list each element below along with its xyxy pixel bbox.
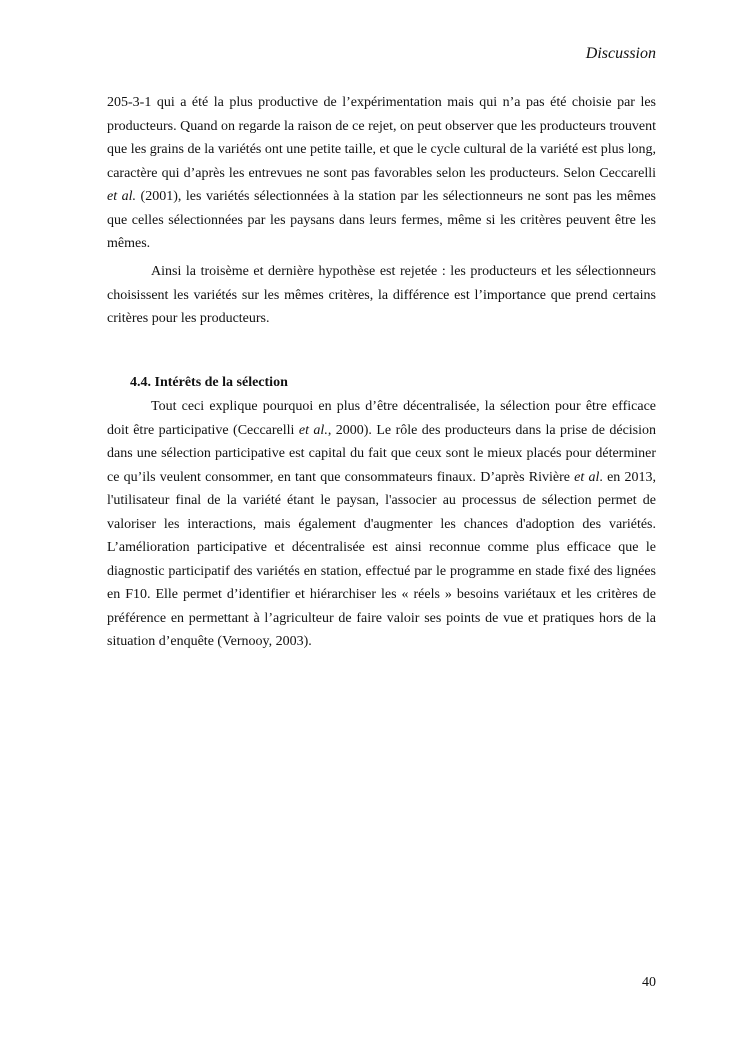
- paragraph-selection-interests: [107, 395, 656, 654]
- paragraph-rejection-reasons: [107, 91, 656, 256]
- text-segment: . en 2013, l'utilisateur final de la variété étant le paysan, l'associer au processus de sélection permet de valoriser les interactions, mais également d'augmenter les chances d'adoption des variétés. L’amélioration participative et décentralisée est ainsi reconnue comme plus efficace que le diagnostic participatif des variétés en station, effectué par le programme en stade fixé des lignées en F10. Elle permet d’identifier et hiérarchiser les « réels » besoins variétaux et les critères de préférence en permettant à l’agriculteur de faire valoir ses points de vue et pratiques hors de la situation d’enquête (Vernooy, 2003).: [107, 469, 656, 649]
- text-segment: 205-3-1 qui a été la plus productive de l’expérimentation mais qui n’a pas été choisie par les producteurs. Quand on regarde la raison de ce rejet, on peut observer que les producteurs trouvent que les grains de la variétés ont une petite taille, et que le cycle cultural de la variété est plus long, caractère qui d’après les entrevues ne sont pas favorables selon les producteurs. Selon Ceccarelli: [107, 95, 656, 181]
- text-segment: Tout ceci explique pourquoi en plus d’être décentralisée, la sélection pour être efficace doit être participative (Ceccarelli: [107, 399, 656, 438]
- italic-citation: et al.: [298, 422, 328, 438]
- running-header: Discussion: [585, 45, 656, 62]
- paragraph-hypothesis-conclusion: [107, 260, 656, 331]
- paragraph-text: [107, 395, 656, 654]
- text-segment: (2001), les variétés sélectionnées à la station par les sélectionneurs ne sont pas les mêmes que celles sélectionnées par les paysans dans leurs fermes, même si les critères peuvent être les mêmes.: [107, 189, 657, 251]
- page-number: 40: [642, 975, 656, 990]
- text-segment: , 2000). Le rôle des producteurs dans la prise de décision dans une sélection participative est capital du fait que ceux sont le mieux placés pour déterminer ce qu’ils veulent consommer, en tant que consommateurs finaux. D’après Rivière: [107, 422, 657, 485]
- section-heading: 4.4. Intérêts de la sélection: [130, 375, 288, 390]
- paragraph-text: [107, 91, 656, 256]
- italic-citation: et al.: [107, 189, 137, 204]
- italic-citation: et al: [574, 469, 600, 485]
- paragraph-text: Ainsi la troisème et dernière hypothèse est rejetée : les producteurs et les sélectionneurs choisissent les variétés sur les mêmes critères, la différence est l’importance que prend certains critères pour les producteurs.: [107, 264, 656, 326]
